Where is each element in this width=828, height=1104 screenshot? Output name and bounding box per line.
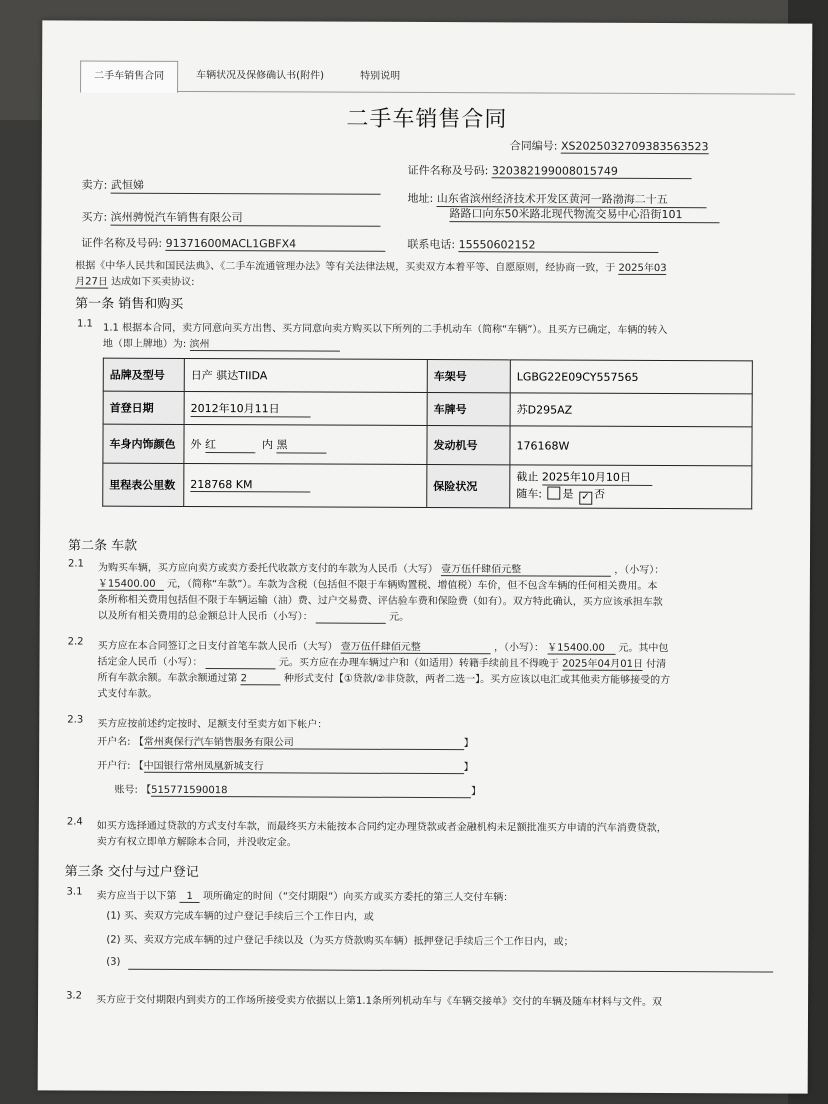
phone-label: 联系电话: bbox=[407, 237, 456, 252]
mileage-cell bbox=[184, 463, 427, 507]
tab-sales-contract[interactable]: 二手车销售合同 bbox=[80, 60, 178, 92]
p32-text-a: 买方应于交付期限内到卖方的工作场所接受卖方依据以上第1.1条所列机动车与《车辆交接单》交付的车辆及随车材料与文件。双 bbox=[96, 994, 662, 1009]
p22-amount-cn: 壹万伍仟肆佰元整 bbox=[341, 638, 491, 655]
mileage-value: 218768 KM bbox=[190, 478, 310, 493]
section2-heading: 第二条 车款 bbox=[68, 538, 138, 554]
buyer bbox=[81, 208, 380, 226]
contract-no bbox=[510, 137, 709, 154]
buyer-address-2 bbox=[449, 205, 719, 223]
account-row bbox=[105, 781, 481, 799]
bracket-left: 【 bbox=[133, 736, 144, 748]
p22-text-c: 元。其中包 bbox=[618, 642, 669, 655]
p21-text-a: 为购买车辆，买方应向卖方或卖方委托代收款方支付的车款为人民币（大写） bbox=[97, 562, 438, 576]
bracket-right: 】 bbox=[463, 762, 474, 774]
tab-special-notes[interactable]: 特别说明 bbox=[360, 70, 401, 82]
preamble-date-part1: 2025年03 bbox=[618, 259, 666, 275]
preamble-text: 根据《中华人民共和国民法典》、《二手车流通管理办法》等有关法律法规，买卖双方本着平等、自愿原则，经协商一致，于 bbox=[75, 260, 616, 274]
p22-text-a: 买方应在本合同签订之日支付首笔车款人民币（大写） bbox=[97, 640, 338, 653]
vin-label: 车架号 bbox=[427, 360, 510, 393]
phone-value: 15550602152 bbox=[459, 238, 659, 253]
section1-text2: 地（即上牌地）为: bbox=[102, 338, 187, 350]
color-label: 车身内饰颜色 bbox=[103, 424, 184, 463]
insurance-until-value: 2025年10月10日 bbox=[542, 469, 652, 486]
inner-color-value: 黑 bbox=[276, 436, 326, 453]
address-line2: 路路口向东50米路北现代物流交易中心沿街101 bbox=[449, 205, 719, 223]
p32-num: 3.2 bbox=[66, 990, 83, 1002]
plate-label: 车牌号 bbox=[427, 393, 510, 426]
vehicle-table bbox=[102, 358, 753, 510]
account-name-label: 开户名: bbox=[97, 736, 131, 748]
table-row bbox=[103, 424, 752, 466]
plate-value: 苏D295AZ bbox=[510, 393, 752, 427]
bracket-right: 】 bbox=[463, 738, 474, 750]
p21-text-c: 元，（简称“车款”）。车款为含税（包括但不限于车辆购置税、增值税）车价，但不包含车辆的任何相关费用。本 bbox=[167, 578, 658, 593]
address-label: 地址: bbox=[407, 191, 434, 206]
contract-no-label: 合同编号: bbox=[509, 139, 558, 153]
p24-text-b: 卖方有权立即单方解除本合同，并没收定金。 bbox=[96, 836, 297, 849]
p22-text-f: 付清 bbox=[646, 658, 667, 671]
color-cell bbox=[184, 424, 427, 464]
table-row bbox=[103, 463, 752, 509]
p31-line1 bbox=[96, 887, 513, 905]
p31-text-b: 项所确定的时间（“交付期限”）向买方或买方委托的第三人交付车辆： bbox=[202, 891, 514, 904]
section1-heading: 第一条 销售和购买 bbox=[75, 296, 184, 312]
p22-amount: ￥15400.00 bbox=[547, 639, 615, 655]
mileage-label: 里程表公里数 bbox=[103, 463, 184, 506]
buyer-phone bbox=[407, 236, 658, 253]
p22-text-e: 元。买方应在办理车辆过户和（如适用）转籍手续前且不得晚于 bbox=[278, 657, 559, 670]
outer-color-label: 外 bbox=[190, 437, 202, 451]
engine-label: 发动机号 bbox=[427, 426, 510, 465]
p31-num: 3.1 bbox=[66, 886, 83, 898]
account-label: 账号: bbox=[114, 784, 138, 796]
table-row bbox=[103, 358, 752, 394]
p21-amount: ￥15400.00 bbox=[98, 575, 164, 591]
seller-id bbox=[408, 162, 692, 179]
p22-num: 2.2 bbox=[67, 636, 84, 648]
bank-value: 中国银行常州凤凰新城支行 bbox=[144, 757, 464, 774]
yes-checkbox[interactable] bbox=[547, 487, 560, 500]
p31-option3: (3) bbox=[106, 956, 121, 968]
with-car-label: 随车: bbox=[516, 487, 543, 501]
bracket-left: 【 bbox=[141, 784, 152, 796]
no-checkbox[interactable]: ✓ bbox=[579, 492, 592, 505]
seller bbox=[82, 176, 381, 194]
p22-line3 bbox=[97, 669, 670, 687]
buyer-id bbox=[81, 234, 385, 251]
p22-text-g: 所有车款余额。车款余额通过第 bbox=[97, 672, 238, 685]
p21-text-e: 以及所有相关费用的总金额总计人民币（小写）： bbox=[97, 610, 313, 623]
insurance-until bbox=[516, 468, 745, 486]
section1-line2 bbox=[103, 335, 340, 352]
seller-id-label: 证件名称及号码: bbox=[407, 163, 489, 178]
p22-text-d: 括定金人民币（小写）： bbox=[97, 656, 203, 669]
p24-text-a: 如买方选择通过贷款的方式支付车款，而最终买方未能按本合同约定办理贷款或者金融机构未足额批准买方申请的汽车消费贷款， bbox=[96, 820, 667, 835]
p22-date: 2025年04月01日 bbox=[562, 655, 643, 671]
account-name-value: 常州爽保行汽车销售服务有限公司 bbox=[144, 733, 464, 750]
p31-text-a: 卖方应当于以下第 bbox=[96, 890, 177, 902]
seller-name: 武恒娣 bbox=[111, 177, 381, 195]
buyer-id-label: 证件名称及号码: bbox=[81, 236, 163, 250]
insurance-until-label: 截止 bbox=[516, 470, 539, 484]
account-name-row bbox=[97, 733, 474, 751]
brand-label: 品牌及型号 bbox=[103, 358, 184, 391]
bracket-right: 】 bbox=[471, 786, 482, 798]
account-value: 515771590018 bbox=[151, 785, 471, 798]
contract-no-value: XS2025032709383563523 bbox=[560, 139, 709, 154]
p22-text-b: ，（小写）： bbox=[493, 642, 545, 654]
p31-option2: (2) 买、卖双方完成车辆的过户登记手续以及（为买方贷款购买车辆）抵押登记手续后三个工作日内，或； bbox=[106, 934, 574, 948]
preamble-date-part2: 月27日 bbox=[75, 272, 108, 288]
p31-no: 1 bbox=[180, 891, 200, 903]
outer-color-value: 红 bbox=[205, 436, 255, 453]
buyer-label: 买方: bbox=[81, 210, 108, 224]
section1-text1: 1.1 根据本合同，卖方同意向买方出售、买方同意向卖方购买以下所列的二手机动车（简称“车辆”）。且买方已确定，车辆的转入 bbox=[102, 322, 668, 337]
inner-color-label: 内 bbox=[261, 437, 274, 451]
insurance-with-car bbox=[516, 485, 745, 505]
p21-text-b: ，（小写）： bbox=[614, 564, 665, 577]
contract-paper bbox=[38, 20, 813, 1093]
p21-text-d: 条所称相关费用包括但不限于车辆运输（油）费、过户交易费、评估验车费和保险费（如有）。双方特此确认，买方应该承担车款 bbox=[97, 594, 663, 609]
bank-label: 开户行: bbox=[97, 760, 131, 772]
reg-date-cell bbox=[184, 391, 427, 425]
buyer-name: 滨州骋悦汽车销售有限公司 bbox=[111, 209, 381, 227]
buyer-id-value: 91371600MACL1GBFX4 bbox=[166, 237, 386, 252]
p21-amount-cn: 壹万伍仟肆佰元整 bbox=[441, 560, 611, 577]
table-row bbox=[103, 391, 752, 427]
bracket-left: 【 bbox=[133, 760, 144, 772]
seller-id-value: 320382199008015749 bbox=[492, 164, 692, 179]
page-title: 二手车销售合同 bbox=[346, 106, 508, 133]
insurance-label: 保险状况 bbox=[427, 465, 510, 508]
p23-num: 2.3 bbox=[67, 714, 84, 726]
seller-label: 卖方: bbox=[81, 178, 108, 192]
bank-row bbox=[97, 757, 474, 775]
tab-vehicle-condition[interactable]: 车辆状况及保修确认书(附件) bbox=[196, 69, 325, 82]
p31-option1: (1) 买、卖双方完成车辆的过户登记手续后三个工作日内，或 bbox=[106, 910, 374, 923]
yes-label: 是 bbox=[562, 487, 574, 501]
preamble-text2: 达成如下买卖协议: bbox=[111, 276, 195, 288]
p24-num: 2.4 bbox=[66, 816, 83, 828]
no-label: 否 bbox=[593, 487, 606, 501]
p22-text-i: 式支付车款。 bbox=[97, 688, 158, 700]
reg-date-value: 2012年10月11日 bbox=[191, 399, 311, 417]
p31-option3-line bbox=[128, 969, 773, 973]
p21-num: 2.1 bbox=[67, 558, 84, 570]
p22-way: 2 bbox=[241, 673, 281, 685]
preamble-line2 bbox=[75, 272, 194, 289]
address-line1: 山东省滨州经济技术开发区黄河一路渤海二十五 bbox=[437, 190, 707, 208]
vin-value: LGBG22E09CY557565 bbox=[510, 360, 752, 394]
brand-value: 日产 骐达TIIDA bbox=[184, 358, 427, 392]
section1-place: 滨州 bbox=[189, 335, 339, 352]
p23-text-a: 买方应按前述约定按时、足额支付至卖方如下帐户： bbox=[97, 718, 328, 731]
p21-text-f: 元。 bbox=[389, 611, 410, 623]
reg-date-label: 首登日期 bbox=[103, 391, 184, 424]
engine-value: 176168W bbox=[510, 426, 752, 466]
p22-text-h: 种形式支付【①贷款/②非贷款，两者二选一】。买方应该以电汇或其他卖方能够接受的方 bbox=[283, 673, 671, 687]
p21-line4 bbox=[98, 607, 409, 624]
tab-bar bbox=[80, 60, 795, 94]
insurance-cell bbox=[510, 465, 752, 509]
section3-heading: 第三条 交付与过户登记 bbox=[64, 864, 199, 881]
section1-num: 1.1 bbox=[76, 318, 93, 330]
